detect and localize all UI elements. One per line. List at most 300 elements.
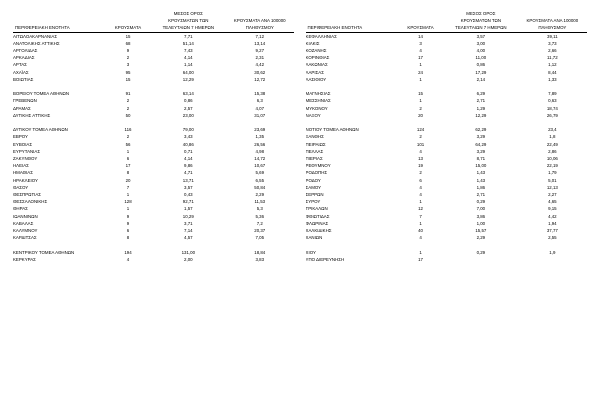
avg7-right: 3,29: [476, 134, 486, 140]
cases-right: 1: [419, 98, 422, 104]
column-gap: [294, 256, 305, 263]
avg7-right: 1,86: [476, 184, 486, 190]
avg7-right: 2,29: [476, 235, 486, 241]
column-gap: [294, 112, 305, 119]
column-gap: [294, 205, 305, 212]
avg7-left: 2,57: [184, 105, 193, 111]
spacer-cell: [306, 119, 398, 126]
region-name-left: ΔΡΑΜΑΣ: [13, 105, 31, 111]
cases-left: 9: [126, 220, 130, 226]
avg7-left: 7,71: [184, 33, 193, 39]
column-gap-2: [294, 17, 305, 24]
per100k-left: 11,53: [254, 199, 266, 205]
cases-right: 20: [418, 112, 423, 118]
per100k-right: 4,42: [548, 213, 557, 219]
cases-left: 7: [126, 184, 130, 190]
per100k-left: 4,42: [255, 62, 265, 68]
per100k-right: 22,19: [546, 163, 558, 169]
per100k-right: 2,66: [548, 48, 557, 54]
per100k-right: 23,4: [548, 127, 557, 133]
spacer-cell: [151, 242, 225, 249]
spacer-cell: [225, 242, 294, 249]
per100k-right: 39,11: [547, 33, 558, 39]
table-row: [13, 234, 587, 241]
cases-left: 50: [125, 112, 131, 118]
table-row: [13, 90, 587, 97]
cases-left: 6: [126, 156, 130, 162]
spacer-cell: [518, 83, 587, 90]
table-row: [13, 112, 587, 119]
spacer-cell: [518, 242, 587, 249]
column-gap: [294, 155, 305, 162]
cases-left: 9: [126, 213, 130, 219]
per100k-right: 12,13: [546, 184, 558, 190]
spacer-cell: [294, 83, 305, 90]
per100k-left: 5,3: [256, 206, 263, 212]
avg7-left: 0,43: [184, 192, 193, 198]
avg7-left: 9,86: [184, 163, 193, 169]
region-name-right: ΝΟΤΙΟΥ ΤΟΜΕΑ ΑΘΗΝΩΝ: [305, 127, 359, 133]
region-name-left: ΒΟΙΩΤΙΑΣ: [13, 76, 34, 82]
avg7-right: 1,00: [476, 220, 486, 226]
per100k-right: 9,15: [548, 206, 557, 212]
cases-right: 4: [419, 192, 422, 198]
header-cases-right: ΚΡΟΥΣΜΑΤΑ: [397, 24, 444, 32]
column-gap: [294, 169, 305, 176]
per100k-left: 7,05: [255, 235, 265, 241]
table-row: [13, 105, 587, 112]
spacer-cell: [105, 242, 152, 249]
per100k-left: 23,69: [254, 127, 266, 133]
header-avg-title-right: ΜΕΣΟΣ ΟΡΟΣ: [466, 11, 496, 16]
header-per-line2-right: ΠΛΗΘΥΣΜΟΥ: [518, 24, 587, 32]
column-gap: [294, 234, 305, 241]
avg7-right: 0,86: [476, 62, 486, 68]
avg7-right: 4,00: [476, 48, 486, 54]
spacer-cell: [151, 119, 225, 126]
per100k-right: 11,72: [547, 55, 558, 61]
header-per-line1-left: ΚΡΟΥΣΜΑΤΑ ΑΝΑ 100000: [233, 18, 286, 24]
region-name-left: ΗΡΑΚΛΕΙΟΥ: [13, 177, 38, 183]
column-gap: [294, 32, 305, 40]
spacer-cell: [397, 83, 444, 90]
spacer-cell: [444, 83, 518, 90]
cases-right: 4: [419, 48, 422, 54]
header-cases-left: ΚΡΟΥΣΜΑΤΑ: [105, 24, 152, 32]
column-gap: [294, 141, 305, 148]
header-row-top: [13, 10, 587, 17]
region-name-left: ΕΒΡΟΥ: [13, 134, 28, 140]
avg7-right: 64,29: [475, 141, 487, 147]
per100k-right: 18,74: [546, 105, 558, 111]
region-name-left: ΚΕΝΤΡΙΚΟΥ ΤΟΜΕΑ ΑΘΗΝΩΝ: [13, 249, 75, 255]
cases-right: 13: [418, 156, 423, 162]
region-name-right: ΛΑΡΙΣΑΣ: [305, 69, 324, 75]
cases-right: 24: [418, 69, 423, 75]
table-row: [13, 47, 587, 54]
header-spacer-right-2: [306, 17, 398, 24]
per100k-right: 22,49: [546, 141, 558, 147]
header-spacer-per-left: [225, 10, 294, 17]
region-name-right: ΦΛΩΡΙΝΑΣ: [305, 220, 329, 226]
region-name-left: ΚΕΡΚΥΡΑΣ: [13, 256, 36, 262]
per100k-right: 7,89: [548, 91, 557, 97]
column-gap: [294, 61, 305, 68]
cases-right: 4: [419, 184, 422, 190]
cases-left: 1: [126, 192, 130, 198]
cases-right: 14: [418, 33, 423, 39]
avg7-left: 2,00: [184, 256, 193, 262]
table-row: [13, 205, 587, 212]
header-spacer-cases-left-2: [105, 17, 152, 24]
per100k-left: 3,83: [255, 256, 265, 262]
cases-left: 56: [125, 141, 131, 147]
column-gap: [294, 76, 305, 83]
table-row: [13, 40, 587, 47]
column-gap-3: [294, 24, 305, 32]
per100k-left: 4,07: [255, 105, 265, 111]
avg7-left: 23,00: [182, 112, 194, 118]
table-row: [13, 191, 587, 198]
avg7-right: 1,29: [476, 105, 486, 111]
header-per-line1-right: ΚΡΟΥΣΜΑΤΑ ΑΝΑ 100000: [526, 18, 579, 24]
cases-right: 4: [419, 235, 422, 241]
region-name-right: ΣΑΜΟΥ: [305, 184, 322, 190]
region-name-left: ΘΗΡΑΣ: [13, 206, 28, 212]
region-name-left: ΑΡΓΟΛΙΔΑΣ: [13, 48, 38, 54]
region-name-left: ΑΡΚΑΔΙΑΣ: [13, 55, 35, 61]
avg7-left: 0,86: [184, 98, 193, 104]
per100k-left: 10,67: [254, 163, 266, 169]
per100k-left: 5,36: [255, 213, 265, 219]
cases-left: 15: [125, 33, 131, 39]
header-avg-sub-left: ΚΡΟΥΣΜΑΤΩΝ ΤΩΝ: [168, 18, 209, 24]
per100k-right: 1,9: [549, 249, 556, 255]
cases-right: 1: [419, 76, 422, 82]
table-row: [13, 198, 587, 205]
cases-left: 17: [125, 163, 131, 169]
region-name-right: ΚΕΦΑΛΛΗΝΙΑΣ: [305, 33, 337, 39]
cases-left: 128: [124, 199, 132, 205]
cases-left: 8: [126, 170, 130, 176]
per100k-left: 7,12: [255, 33, 265, 39]
avg7-right: 11,00: [475, 55, 487, 61]
spacer-cell: [444, 242, 518, 249]
region-name-right: ΥΠΟ ΔΙΕΡΕΥΝΗΣΗ: [305, 256, 345, 262]
cases-right: 15: [418, 91, 423, 97]
region-name-right: ΡΟΔΟΥ: [305, 177, 321, 183]
table-row: [13, 76, 587, 83]
cases-right: 101: [416, 141, 425, 147]
column-gap: [294, 105, 305, 112]
per100k-right: 1,79: [548, 170, 557, 176]
cases-left: 9: [126, 48, 130, 54]
spacer-cell: [105, 83, 152, 90]
cases-right: 12: [418, 206, 423, 212]
avg7-left: 7,14: [184, 228, 193, 234]
column-gap: [294, 47, 305, 54]
column-gap: [294, 213, 305, 220]
header-region-left: ΠΕΡΙΦΕΡΕΙΑΚΗ ΕΝΟΤΗΤΑ: [13, 24, 105, 32]
column-gap: [294, 184, 305, 191]
column-gap: [294, 90, 305, 97]
cases-left: 116: [124, 127, 132, 133]
avg7-right: [444, 256, 518, 263]
avg7-right: 15,00: [475, 163, 487, 169]
region-name-left: ΖΑΚΥΝΘΟΥ: [13, 156, 38, 162]
column-gap: [294, 10, 305, 17]
column-gap: [294, 249, 305, 256]
header-avg-sub-right: ΚΡΟΥΣΜΑΤΩΝ ΤΩΝ: [460, 18, 501, 24]
table-row: [13, 155, 587, 162]
per100k-right: 2,55: [548, 235, 557, 241]
region-name-right: ΠΙΕΡΙΑΣ: [305, 156, 323, 162]
per100k-left: 12,72: [254, 76, 266, 82]
avg7-right: 8,71: [476, 156, 486, 162]
region-name-left: ΚΑΒΑΛΑΣ: [13, 220, 34, 226]
avg7-left: 4,14: [184, 55, 193, 61]
cases-right: 6: [419, 177, 422, 183]
cases-left: 194: [124, 249, 132, 255]
table-row: [13, 169, 587, 176]
cases-right: 40: [418, 228, 423, 234]
per100k-right: 1,12: [548, 62, 557, 68]
per100k-left: 6,3: [256, 98, 263, 104]
cases-left: 2: [126, 55, 130, 61]
cases-left: 15: [125, 76, 131, 82]
region-name-right: ΛΑΣΙΘΙΟΥ: [305, 76, 327, 82]
avg7-left: 79,00: [182, 127, 194, 133]
cases-right: 3: [419, 40, 422, 46]
region-name-left: ΘΕΣΣΑΛΟΝΙΚΗΣ: [13, 199, 48, 205]
per100k-left: 26,56: [254, 141, 266, 147]
region-name-right: ΡΕΘΥΜΝΟΥ: [305, 163, 331, 169]
per100k-right: 8,44: [548, 69, 557, 75]
header-region-right: ΠΕΡΙΦΕΡΕΙΑΚΗ ΕΝΟΤΗΤΑ: [306, 24, 398, 32]
avg7-right: 3,29: [476, 148, 486, 154]
header-avg-period-left: ΤΕΛΕΥΤΑΙΩΝ 7 ΗΜΕΡΩΝ: [151, 24, 225, 32]
table-row: [13, 126, 587, 133]
cases-left: 1: [126, 148, 130, 154]
per100k-left: 7,2: [256, 220, 263, 226]
per100k-right: 37,77: [546, 228, 558, 234]
column-gap: [294, 227, 305, 234]
header-per-line2-left: ΠΛΗΘΥΣΜΟΥ: [225, 24, 294, 32]
region-name-right: ΠΕΙΡΑΙΩΣ: [305, 141, 326, 147]
column-gap: [294, 69, 305, 76]
avg7-right: 0,29: [476, 249, 486, 255]
table-row: [13, 32, 587, 40]
covid-regional-cases-table-sheet: [0, 10, 600, 410]
per100k-left: 9,27: [255, 48, 265, 54]
column-gap: [294, 40, 305, 47]
avg7-right: 2,71: [476, 98, 486, 104]
per100k-left: 4,98: [255, 148, 265, 154]
region-name-right: ΝΑΞΟΥ: [305, 112, 321, 118]
header-spacer-cases-left: [105, 10, 152, 17]
spacer-cell: [225, 83, 294, 90]
per100k-right: 4,65: [548, 199, 557, 205]
avg7-left: 4,71: [184, 170, 193, 176]
avg7-left: 1,14: [184, 62, 193, 68]
region-name-right: ΡΟΔΟΠΗΣ: [305, 170, 328, 176]
cases-right: 4: [419, 148, 422, 154]
avg7-right: 62,29: [475, 127, 487, 133]
region-name-left: ΑΧΑΪΑΣ: [13, 69, 29, 75]
avg7-right: 17,29: [475, 69, 487, 75]
per100k-left: 2,29: [255, 192, 265, 198]
table-body: [13, 10, 587, 263]
avg7-right: 12,29: [475, 112, 487, 118]
avg7-left: 4,57: [184, 235, 193, 241]
region-name-left: ΑΙΤΩΛΟΑΚΑΡΝΑΝΙΑΣ: [13, 33, 58, 39]
table-spacer-row: [13, 119, 587, 126]
table-row: [13, 220, 587, 227]
header-spacer-per-right: [518, 10, 587, 17]
cases-right: 2: [419, 134, 422, 140]
spacer-cell: [306, 83, 398, 90]
cases-left: 8: [126, 235, 130, 241]
region-name-left: ΙΩΑΝΝΙΝΩΝ: [13, 213, 38, 219]
table-row: [13, 133, 587, 140]
per100k-right: 26,79: [546, 112, 558, 118]
per100k-left: 30,62: [254, 69, 266, 75]
region-name-right: ΚΟΖΑΝΗΣ: [305, 48, 327, 54]
header-spacer-left-2: [13, 17, 105, 24]
avg7-right: 2,71: [476, 192, 486, 198]
avg7-left: 51,14: [182, 40, 194, 46]
cases-left: 2: [126, 105, 130, 111]
table-spacer-row: [13, 83, 587, 90]
spacer-cell: [397, 242, 444, 249]
header-row-bottom: [13, 24, 587, 32]
region-name-right: ΚΙΛΚΙΣ: [305, 40, 320, 46]
region-name-left: ΕΥΡΥΤΑΝΙΑΣ: [13, 148, 41, 154]
per100k-right: 5,01: [548, 177, 557, 183]
avg7-left: 63,14: [182, 91, 194, 97]
spacer-cell: [13, 83, 105, 90]
cases-right: 1: [419, 199, 422, 205]
cases-right: 2: [419, 105, 422, 111]
region-name-right: ΣΥΡΟΥ: [305, 199, 321, 205]
table-spacer-row: [13, 242, 587, 249]
region-name-right: ΠΕΛΛΑΣ: [305, 148, 324, 154]
header-avg-title-left: ΜΕΣΟΣ ΟΡΟΣ: [173, 11, 203, 16]
column-gap: [294, 133, 305, 140]
spacer-cell: [225, 119, 294, 126]
column-gap: [294, 97, 305, 104]
cases-left: 3: [126, 62, 130, 68]
table-row: [13, 97, 587, 104]
column-gap: [294, 148, 305, 155]
avg7-right: 1,43: [476, 177, 486, 183]
region-name-right: ΣΕΡΡΩΝ: [305, 192, 324, 198]
spacer-cell: [13, 242, 105, 249]
regional-cases-table: [13, 10, 587, 263]
region-name-right: ΧΑΝΙΩΝ: [305, 235, 323, 241]
region-name-right: ΛΑΚΩΝΙΑΣ: [305, 62, 328, 68]
spacer-cell: [105, 119, 152, 126]
table-row: [13, 141, 587, 148]
avg7-left: 1,57: [184, 206, 193, 212]
per100k-left: 15,38: [254, 91, 266, 97]
table-row: [13, 54, 587, 61]
cases-right: 1: [419, 249, 422, 255]
cases-left: 68: [125, 40, 131, 46]
table-row: [13, 61, 587, 68]
avg7-left: 131,00: [181, 249, 196, 255]
spacer-cell: [13, 119, 105, 126]
per100k-left: 2,31: [255, 55, 265, 61]
region-name-left: ΔΥΤΙΚΟΥ ΤΟΜΕΑ ΑΘΗΝΩΝ: [13, 127, 68, 133]
column-gap: [294, 198, 305, 205]
per100k-right: 1,8: [549, 134, 556, 140]
avg7-right: 7,00: [476, 206, 486, 212]
cases-right: 17: [418, 55, 423, 61]
cases-right: 17: [418, 256, 423, 262]
header-spacer-cases-right-2: [397, 17, 444, 24]
table-row: [13, 177, 587, 184]
cases-left: 2: [126, 134, 130, 140]
cases-left: 95: [125, 69, 131, 75]
column-gap: [294, 162, 305, 169]
header-row-middle: [13, 17, 587, 24]
region-name-right: ΧΙΟΥ: [305, 249, 316, 255]
per100k-left: 6,55: [255, 177, 265, 183]
avg7-left: 0,71: [184, 148, 193, 154]
avg7-left: 10,29: [182, 213, 194, 219]
cases-right: 19: [418, 163, 423, 169]
per100k-left: 14,72: [254, 156, 266, 162]
region-name-left: ΘΕΣΠΡΩΤΙΑΣ: [13, 192, 41, 198]
table-row: [13, 184, 587, 191]
column-gap: [294, 191, 305, 198]
spacer-cell: [151, 83, 225, 90]
per100k-left: 50,84: [254, 184, 266, 190]
per100k-left: 31,07: [254, 112, 266, 118]
avg7-left: 3,43: [184, 134, 193, 140]
spacer-cell: [397, 119, 444, 126]
cases-left: 2: [126, 98, 130, 104]
cases-left: 91: [125, 91, 131, 97]
per100k-right: 2,86: [548, 148, 557, 154]
per100k-left: 18,84: [254, 249, 266, 255]
region-name-left: ΘΑΣΟΥ: [13, 184, 29, 190]
per100k-right: [518, 256, 587, 263]
avg7-right: 15,57: [475, 228, 487, 234]
header-avg-period-right: ΤΕΛΕΥΤΑΙΩΝ 7 ΗΜΕΡΩΝ: [444, 24, 518, 32]
region-name-right: ΚΟΡΙΝΘΙΑΣ: [305, 55, 330, 61]
region-name-left: ΚΑΡΔΙΤΣΑΣ: [13, 235, 37, 241]
avg7-left: 64,00: [182, 69, 194, 75]
per100k-left: 5,69: [255, 170, 265, 176]
region-name-left: ΚΑΛΥΜΝΟΥ: [13, 228, 38, 234]
column-gap: [294, 54, 305, 61]
avg7-left: 7,43: [184, 48, 193, 54]
per100k-right: 1,33: [548, 76, 557, 82]
table-row: [13, 256, 587, 263]
avg7-right: 6,29: [476, 91, 486, 97]
column-gap: [294, 126, 305, 133]
spacer-cell: [294, 119, 305, 126]
cases-left: 6: [126, 228, 130, 234]
per100k-left: 13,14: [254, 40, 266, 46]
spacer-cell: [444, 119, 518, 126]
avg7-right: 2,14: [476, 76, 486, 82]
header-spacer-left: [13, 10, 105, 17]
avg7-right: 0,29: [476, 199, 486, 205]
spacer-cell: [306, 242, 398, 249]
